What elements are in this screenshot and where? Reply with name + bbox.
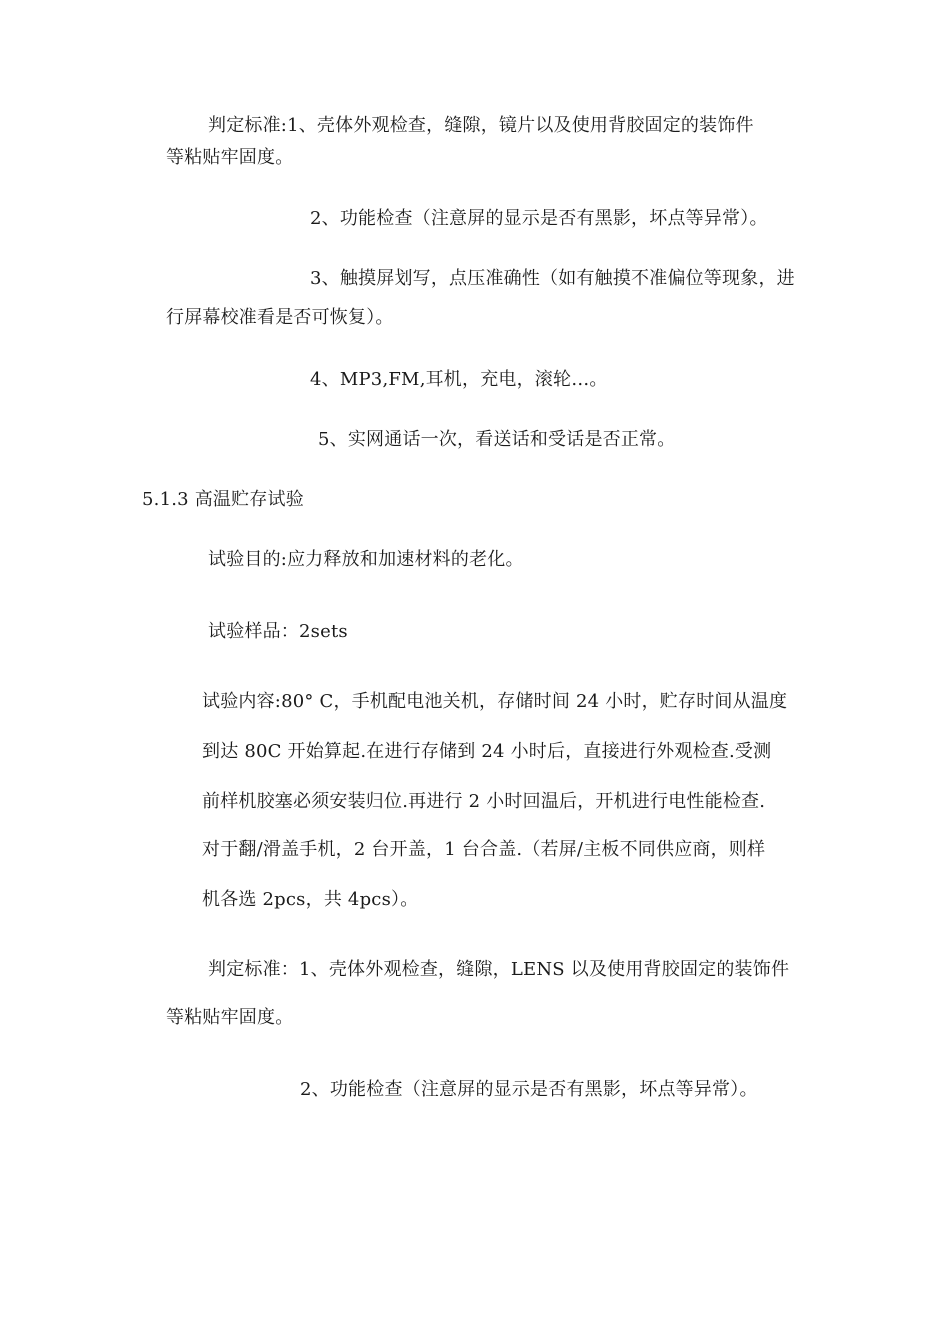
- criteria-3-line-1: 3、触摸屏划写，点压准确性（如有触摸不准偏位等现象，进: [310, 268, 795, 289]
- test-purpose: 试验目的:应力释放和加速材料的老化。: [208, 549, 524, 570]
- test-samples: 试验样品：2sets: [208, 621, 348, 642]
- test-content-line-3: 前样机胶塞必须安装归位.再进行 2 小时回温后，开机进行电性能检查.: [202, 791, 766, 812]
- section-heading-5-1-3: 5.1.3 高温贮存试验: [142, 489, 304, 510]
- criteria-1-line-1: 判定标准:1、壳体外观检查，缝隙，镜片以及使用背胶固定的装饰件: [208, 115, 754, 136]
- criteria-b1-line-2: 等粘贴牢固度。: [166, 1007, 294, 1028]
- criteria-5: 5、实网通话一次，看送话和受话是否正常。: [318, 429, 676, 450]
- criteria-b1-line-1: 判定标准：1、壳体外观检查，缝隙，LENS 以及使用背胶固定的装饰件: [208, 959, 790, 980]
- criteria-2: 2、功能检查（注意屏的显示是否有黑影，坏点等异常）。: [310, 208, 768, 229]
- test-content-line-4: 对于翻/滑盖手机，2 台开盖，1 台合盖.（若屏/主板不同供应商，则样: [202, 839, 766, 860]
- criteria-1-line-2: 等粘贴牢固度。: [166, 147, 294, 168]
- test-content-line-1: 试验内容:80° C，手机配电池关机，存储时间 24 小时，贮存时间从温度: [202, 691, 788, 712]
- test-content-line-5: 机各选 2pcs，共 4pcs）。: [202, 889, 419, 910]
- test-content-line-2: 到达 80C 开始算起.在进行存储到 24 小时后，直接进行外观检查.受测: [202, 741, 772, 762]
- criteria-b2: 2、功能检查（注意屏的显示是否有黑影，坏点等异常）。: [300, 1079, 758, 1100]
- criteria-3-line-2: 行屏幕校准看是否可恢复）。: [166, 307, 394, 328]
- criteria-4: 4、MP3,FM,耳机，充电，滚轮…。: [310, 369, 608, 390]
